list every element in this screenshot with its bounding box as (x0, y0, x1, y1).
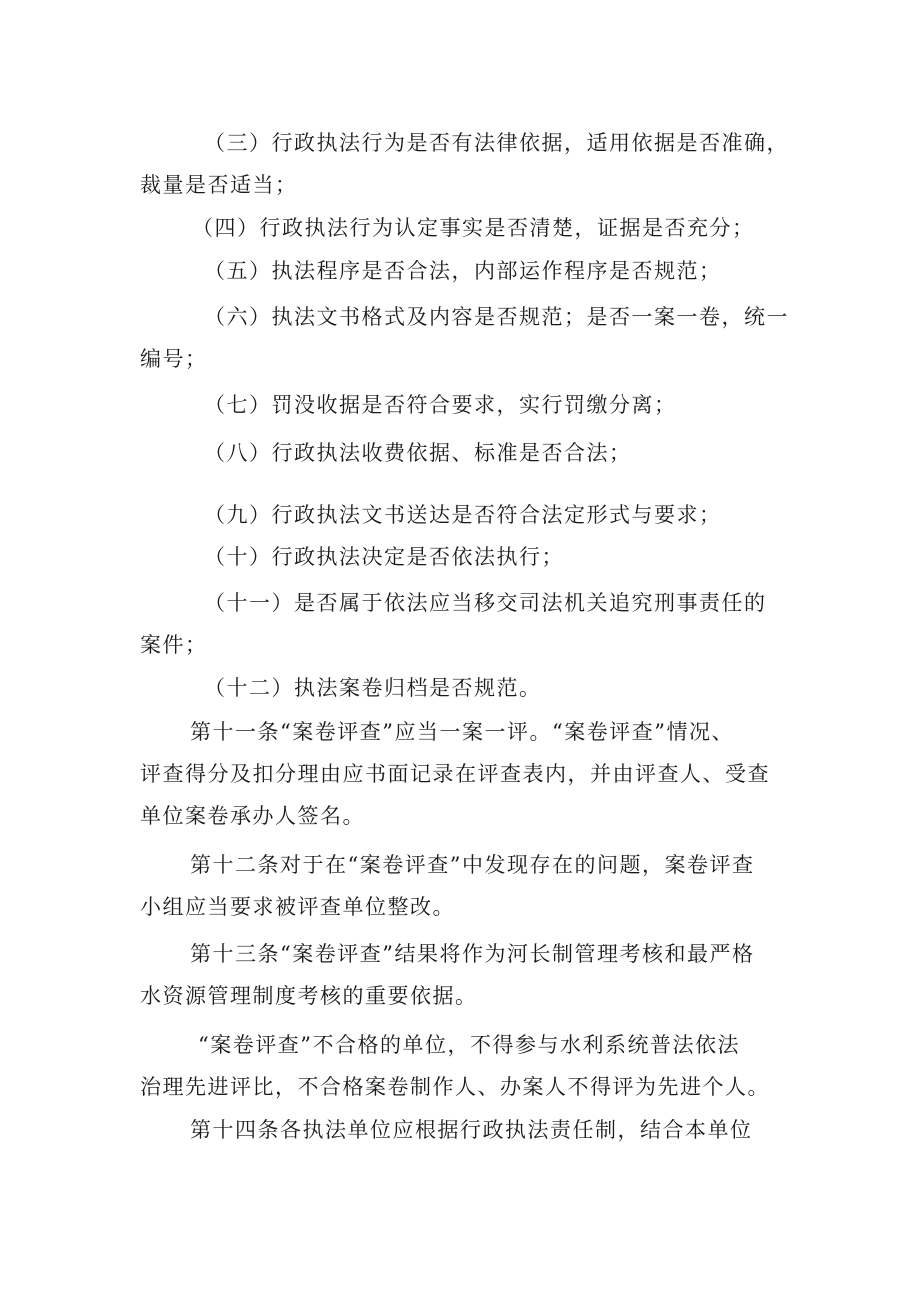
text-line: “案卷评查”不合格的单位，不得参与水利系统普法依法 (198, 1033, 740, 1057)
text-line: 评查得分及扣分理由应书面记录在评查表内，并由评查人、受查 (140, 762, 770, 786)
text-line: 第十一条“案卷评查”应当一案一评。“案卷评查”情况、 (190, 720, 734, 744)
paragraph-item-5 (140, 250, 790, 292)
paragraph-article-13 (140, 933, 790, 1017)
text-line: 第十三条“案卷评查”结果将作为河长制管理考核和最严格 (190, 942, 755, 966)
text-line: 水资源管理制度考核的重要依据。 (140, 984, 478, 1008)
text-line: 第十二条对于在“案卷评查”中发现存在的问题，案卷评查 (190, 853, 755, 877)
text-line: （十二）执法案卷归档是否规范。 (204, 676, 542, 700)
text-line: （六）执法文书格式及内容是否规范；是否一案一卷，统一 (204, 305, 789, 329)
text-line: 小组应当要求被评查单位整改。 (140, 895, 455, 919)
text-line: （十）行政执法决定是否依法执行； (204, 545, 564, 569)
paragraph-item-8 (140, 432, 790, 474)
text-line: （九）行政执法文书送达是否符合法定形式与要求； (204, 503, 722, 527)
paragraph-item-7 (140, 384, 790, 426)
paragraph-item-9 (140, 494, 790, 536)
paragraph-article-12 (140, 844, 790, 928)
text-line: 裁量是否适当； (140, 173, 298, 197)
paragraph-item-12 (140, 667, 790, 709)
text-line: 案件； (140, 633, 208, 657)
text-line: 第十四条各执法单位应根据行政执法责任制，结合本单位 (190, 1118, 753, 1142)
paragraph-item-11 (140, 582, 790, 666)
paragraph-article-13-note (140, 1024, 790, 1108)
text-line: 编号； (140, 347, 208, 371)
paragraph-article-14 (140, 1109, 790, 1151)
text-line: （十一）是否属于依法应当移交司法机关追究刑事责任的 (204, 591, 767, 615)
paragraph-item-6 (140, 296, 790, 380)
text-line: （三）行政执法行为是否有法律依据，适用依据是否准确， (204, 131, 789, 155)
text-line: （七）罚没收据是否符合要求，实行罚缴分离； (204, 393, 677, 417)
paragraph-article-11 (140, 711, 790, 837)
paragraph-item-3 (140, 122, 790, 206)
paragraph-item-10 (140, 536, 790, 578)
text-line: （五）执法程序是否合法，内部运作程序是否规范； (204, 259, 722, 283)
paragraph-item-4 (140, 207, 790, 249)
text-line: 单位案卷承办人签名。 (140, 804, 365, 828)
text-line: （四）行政执法行为认定事实是否清楚，证据是否充分； (192, 216, 755, 240)
text-line: 治理先进评比，不合格案卷制作人、办案人不得评为先进个人。 (140, 1075, 770, 1099)
text-line: （八）行政执法收费依据、标准是否合法； (204, 441, 632, 465)
